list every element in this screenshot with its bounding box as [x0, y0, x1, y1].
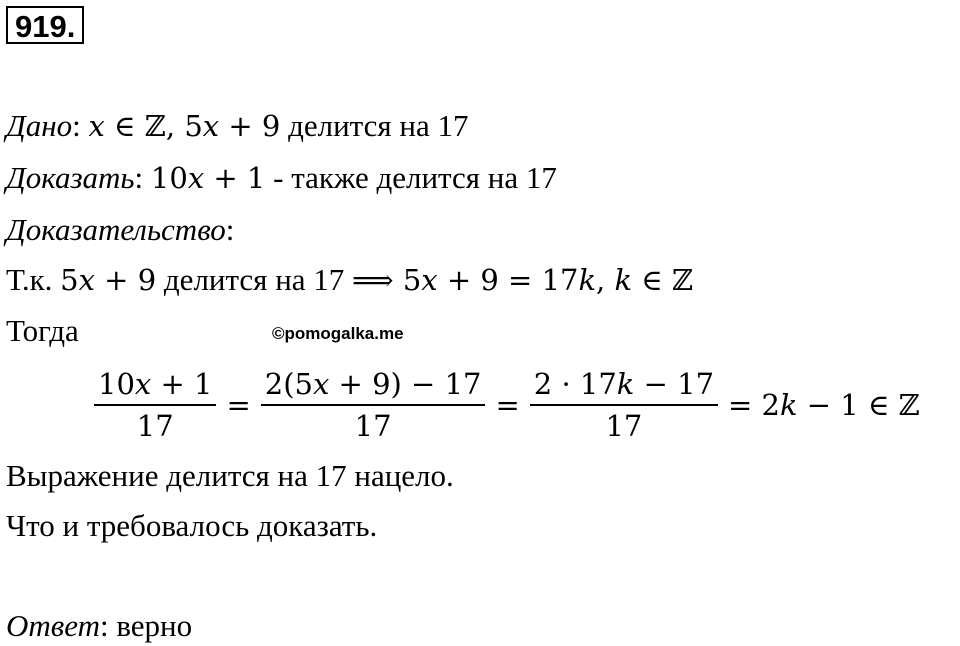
prove-math: 10𝑥 + 1 — [150, 161, 266, 195]
fraction-3-denominator: 17 — [605, 409, 643, 443]
conclusion-1-text: Выражение делится на 17 нацело. — [6, 458, 454, 493]
fraction-2 — [261, 364, 486, 446]
fraction-2-denominator: 17 — [354, 409, 392, 443]
then-line — [6, 313, 79, 349]
equation — [90, 358, 926, 452]
fraction-1-numerator: 10𝑥 + 1 — [98, 367, 213, 401]
problem-number: 919. — [6, 6, 84, 44]
fraction-1-denominator: 17 — [136, 409, 174, 443]
proof-colon: : — [225, 212, 235, 247]
given-line — [6, 108, 468, 144]
fraction-1 — [94, 364, 216, 446]
conclusion-line-2 — [6, 508, 377, 544]
watermark: ©pomogalka.me — [272, 324, 404, 343]
given-label: Дано — [6, 108, 73, 143]
conclusion-line-1 — [6, 458, 454, 494]
equation-result: = 2𝑘 − 1 ∈ ℤ — [728, 388, 920, 422]
prove-line — [6, 160, 557, 196]
conclusion-2-text: Что и требовалось доказать. — [6, 508, 378, 543]
answer-value: верно — [116, 608, 193, 643]
answer-line — [6, 608, 192, 644]
fraction-3 — [530, 364, 718, 446]
proof-label: Доказательство — [6, 212, 226, 247]
given-math: 𝑥 ∈ ℤ, 5𝑥 + 9 — [88, 109, 281, 143]
prove-label: Доказать — [6, 160, 135, 195]
since-math-1: 5𝑥 + 9 — [60, 263, 157, 297]
then-label: Тогда — [6, 313, 79, 348]
proof-line — [6, 212, 234, 248]
since-text: делится на 17 — [156, 262, 353, 297]
answer-colon: : — [99, 608, 117, 643]
prove-text: - также делится на 17 — [265, 160, 557, 195]
given-colon: : — [72, 108, 89, 143]
fraction-2-numerator: 2(5𝑥 + 9) − 17 — [264, 367, 482, 401]
answer-label: Ответ — [6, 608, 100, 643]
equals-sign-2: = — [495, 388, 520, 422]
since-line — [6, 262, 693, 298]
prove-colon: : — [134, 160, 151, 195]
since-math-2: ⟹ 5𝑥 + 9 = 17𝑘, 𝑘 ∈ ℤ — [352, 263, 694, 297]
fraction-3-numerator: 2 · 17𝑘 − 17 — [533, 367, 715, 401]
since-prefix: Т.к. — [6, 262, 61, 297]
given-text: делится на 17 — [280, 108, 469, 143]
equals-sign-1: = — [226, 388, 251, 422]
